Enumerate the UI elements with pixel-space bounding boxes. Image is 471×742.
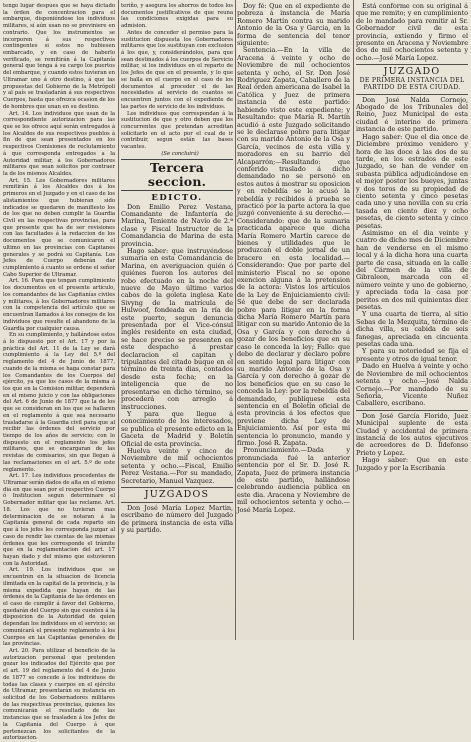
paragraph: Pronunciamiento.—Dada y pronunciada fué la anterior sentencia por el Sr. D. José R. Zapata, Juez de primera instancia de este partido, hallándose celebrando audiencia pública en este dia. Aracena y Noviembre de mil ochocientos setenta y ocho.—José María Lopez. xyxy=(237,446,350,514)
section-heading: Tercera seccion. xyxy=(121,159,233,191)
paragraph: Don José García Florido, Juez Municipal suplente de esta Ciudad y accidental de primera instancia de los autos ejecutivos de acreedores de D. Ildefonso Prieto y Lopez. xyxy=(356,411,468,457)
court-heading: JUZGADOS xyxy=(144,488,210,500)
paragraph: Hago saber: que instruyéndose sumaria en esta Comandancia de Marina, en averiguacion quién ó quiénes fueron los autores del robo efectuado en la noche del nueve de Mayo último varios cabos de la goleta inglesa Kate Sivyng de la matrícula de Hulwoof, fondeada en la ría de este puerto, segun denuncia presentada por el Vice-cónsul inglés residente en esta ciudad, se hace preciso se presenten en este despacho á prestar declaracion el capitan y tripulantes del citado buque en el término de treinta dias, contados desde esta fecha; en la inteligencia que de no presentarse en dicho término, se procederá con arreglo á instrucciones. xyxy=(121,246,233,411)
paragraph: Y para que llegue á conocimiento de los interesados, se publica el presente edicto en la Gaceta de Madrid y Boletín Oficial de esta provincia. xyxy=(121,409,233,448)
paragraph: Y para su notoriedad se fija el presente y otros de igual tenor. xyxy=(356,347,468,363)
paragraph: Don José María Lopez Martin, escribano de número del Juzgado de primera instancia de esta villa y su partido. xyxy=(121,503,233,535)
divider xyxy=(356,94,468,95)
paragraph: Art. 20. Para utilizar el beneficio de la autorizacion personal que pretenden gozar los indicados del Ejército que por el art. 19 del reglamento del 4 de Junio de 1877 se concede á los individuos de todas las clases y cuerpos en el ejército de Ultramar, presentarán su instancia en solicitud de los Gobernadores militares de las respectivas provincias, quienes les comunicarán el resultado de las instancias que se trasladen á los Jefes de la Capitanía del Cuerpo á que pertenezcan los solicitantes de la autorizacion. xyxy=(3,648,115,742)
paragraph: Doy fé: Que en el expediente de pobreza á instancia de María Romero Martín contra su marido Antonio de la Osa y Garcia, en la forma de sentencia del tenor siguiente: xyxy=(237,2,350,48)
column-3 xyxy=(237,3,350,638)
column-rule xyxy=(118,0,119,640)
column-2 xyxy=(121,3,233,638)
divider xyxy=(121,487,233,488)
paragraph: Y una cuarta de tierra, al sitio Sebas de la Mezquita, término de dicha villa, su cabida de seis fanegas, apreciada en cincuenta pesetas cada una. xyxy=(356,310,468,349)
paragraph: En su cumplimiento, y hallándose estos á lo dispuesto por el Art. 17 y por la práctica del Art. 11 de la Ley se dará cumplimiento á la Ley del 5.º del reglamento del 4 de Junio de 1877, cuando de la misma se haga constar para los Comandantes de los Cuerpos del ejército, ya que los casos de la misma á los que en la Comision militar, dependerá en el mismo juicio y con las obligaciones del Art. 6 de Junio de 1877 que la de los que se consideran en los que se hallaren en el reglamento á que sea necesario trasladarse á la Guardia civil para que al recibir las órdenes del servicio por tiempo de los años de servicio; con lo dispuesto en el reglamento los jefes militares, que se encargaran de las revistas de comisarios, sin que llegan á las reclamaciones en el art. 5.º de este reglamento. xyxy=(3,332,115,473)
paragraph: Está conforme con su original á que me remito; y en cumplimiento de lo mandado para remitir al Sr. Gobernador civil de esta provincia, extiendo y firmo el presente en Aracena y Noviembre dos de mil ochocientos setenta y ocho.—José María Lopez. xyxy=(356,2,468,62)
paragraph: Hago saber: Que en este Juzgado y por la Escribanía xyxy=(356,456,468,472)
continuation-note: (Se concluirá) xyxy=(161,150,199,157)
paragraph: Art. 15. Los Gobernadores militares remitirán á los Alcaldes dos á los primeros en el Juzgado y en el caso de los alistamientos que hubieran sido indicados se quedaren de manifiesto los de los que no deben cumplir la Guardia Civil en las respectivas provincias, para que presente que ha de ser revisiones con las facultades á la redaccion de los documentos que se comunicaron el ultimo en las provincias con Capitanes generales y se podrá su Capitanía. Los Jefes de Cuerpo deberán dar cumplimiento á cuanto se ordene el señor Cabo Superior de Ultramar. xyxy=(3,177,115,278)
divider xyxy=(356,64,468,65)
paragraph: Art. 16. Para que tengan cumplimiento los documentos en el presente articulo, los comandantes de las Capitanías civiles y militares, á los Gobernadores militares con la competencia del artículo que se encuentran llamados á los consejos de los individuos que resulte el abandono de la Guardia por cualquier causa. xyxy=(3,278,115,332)
divider xyxy=(356,410,468,411)
paragraph: Art. 19. Los individuos que se encuentren en la situacion de licencia ilimitada en la capital de la provincia, y la misma expedida que hayan de las órdenes de la Capitanía de las órdenes en el caso de cumplir á favor del Gobierno, quedarán del Cuerpo sin que cuenten á la disposicion de la Autoridad de quien dependan los individuos en el servicio; se comunicará el presente reglamento á los Cuerpos en las Capitanías generales de las provincias. xyxy=(3,567,115,648)
paragraph: Dado en Huelva á veinte y ocho de Noviembre de mil ochocientos setenta y ocho.—José Nalda Cornejo.—Por mandado de su Señoría, Vicente Nuñez Caballero, escribano. xyxy=(356,362,468,408)
column-rule xyxy=(353,0,354,640)
edict-heading: EDICTO. xyxy=(151,192,203,203)
court-subheading: DE PRIMERA INSTANCIA DEL PARTIDO DE ESTA CIUDAD. xyxy=(359,77,465,92)
court-heading: JUZGADO xyxy=(383,66,441,78)
column-4 xyxy=(356,3,468,638)
paragraph: Art. 17. Los individuos procedentes de Ultramar serán dados de alta en el mismo dia en que sean por el respectivo Cuerpo ó Institucion segun determinare el Gobernador militar que las reclame. Art. 18. Los que no tuvieran mas determinacion de se notaran á la Capitanía general de cada reparto sin que á los jefes les corresponda juzgar al caso de rendir las cuentas de las mismas órdenes que les corresponde el trámite que en la reglamentacion del art. 17 hayan dado y del mismo que estuvieren con la Autoridad. xyxy=(3,473,115,567)
paragraph: Antes de conceder el permiso para la sustitucion dispuesta los Gobernadores militares que los sustituyan con exclusion á los que, y, considerándolos, para que sean destinados á los cuerpos de Servicio militar, si los individuos en el reparto de los Jefes de que en el presente, y lo que se halla en el cuerpo en el caso de los documentos al proceder el de las necesidades al servicio de cuantos se encuentren juntos con el expediente de las partes de servicio de los individuos. xyxy=(121,29,233,110)
divider xyxy=(121,502,233,503)
paragraph: Art. 14. Los individuos que usan de la correspondiente autorizacion para las que se les ofrece aquí serán entregados á los Alcaldes de sus respectivos pueblos á fin de que sean presentados en los respectivos Comisiones de reclutamiento á que corresponda entregados a la Autoridad militar, á los Gobernadores militares que sean solicitos por contraer la de los mismos Alcaldes. xyxy=(3,110,115,177)
paragraph: teriño, y asegura los ahorros de todos los documentos justificativos de que reuna las condiciones exigidas para su admision. xyxy=(121,3,233,30)
paragraph: Los individuos que correspondan á la sustitucion de que y otro deben que los concurrentes que pretendan acreditan solicitarlo en el acto por el cual de ir contribuir, segun están las bases vacantes. xyxy=(121,110,233,151)
paragraph: Sentencia.—En la villa de Aracena á veinte y ocho de Noviembre de mil ochocientos setenta y ocho, el Sr. Don José Rodriguez Zapata, Caballero de la Real órden americana de Isabel la Católica y Juez de primera instancia de este partido: habiendo visto este expediente; y Resultando: que María R. Martín acudió á este Juzgado solicitando se le declarase pobre para litigar con su marido Antonio de la Osa y García, vecinos de esta villa y moradores en su barrio del Alcaparrón;—Resultando: que conferido traslado á dicho demandado no se personó en estos autos á mostrar su oposicion y en rebeldía se le acusó la rebeldía y recibidos á prueba se practicó por la parte actora la que juzgó conveniente á su derecho.—Considerando: que de la sumaria practicada aparece que dicha María Romero Martín carece de bienes y utilidades que le produzcan el doble jornal de un bracero en esta localidad.—Considerando: Que por parte del ministerio Fiscal no se opone exencion alguna á la pretension de la actora: Vistos los artículos de la Ley de Enjuiciamiento civil: Sé que debe de ser declarada pobre para litigar en la forma dicha María Romero Martín para litigar con su marido Antonio de la Osa y García y con derecho á gozar de los beneficios que en su caso le conceda la ley; Fallo: que debo de declarar y declaro pobre en sentido legal para litigar con su marido Antonio de la Osa y García y con derecho á gozar de los beneficios que en su caso le conceda la Ley: por la rebeldía del demandado, publíquese esta sentencia en el Boletín oficial de esta provincia á los efectos que previene dicha Ley de Enjuiciamiento. Así por esta mi sentencia lo pronuncio, mando y firmo. José R. Zapata. xyxy=(237,46,350,447)
paragraph: Asimismo en el dia veinte y cuatro de dicho mes de Diciembre han de venderse en el mismo local y á la dicha hora una cuarta parte de casa, situada en la calle del Cármen de la villa de Gibraleon, marcada con el número veinte y uno de gobierno, y apreciada toda la casa por peritos en dos mil quinientas diez pesetas. xyxy=(356,228,468,312)
paragraph: Hago saber: Que el dia once de Diciembre próximo venidero y hora de las doce á las dos de su tarde, en los estrados de este Juzgado, se han de vender en subasta pública adjudicándose en el mejor postor los bueyes, juntas y dos toros de su propiedad de ciento setenta y cinco pesetas cada uno y una novilla con su cría tasada en ciento diez y ocho pesetas, de ciento setenta y cinco pesetas. xyxy=(356,132,468,230)
paragraph: tengo lugar despues que se haya dictado la órden de concentracion para el embarque, disponiéndose los individuos militares, sí aún usan no se previniere en contrario. Que los instrumentos se incorporen á sus respectivos contingentes si estos no hubiesen embarcado, y en caso de haberlo verificado, se remitirán á la Capitanía general que tenga á su cargo los puertos del embarque, y cuando estos tuvieran en Ultramar uno á otro destino, á que las propuestas del Gobierno de la Metrópoli y al país se trasladarán á sus respectivos Cuerpos, hasta que ofrezca ocasion de los de hombres que unan en su destino. xyxy=(3,3,115,110)
column-1 xyxy=(3,3,115,742)
paragraph: Don Emilio Perez Vestana, Comandante de Infantería de Marina, Teniente de Navío de 2.ª clase y Fiscal Instructor de la Comandancia de Marina de esta provincia. xyxy=(121,202,233,248)
paragraph: Don José Nalda Cornejo, Abogado de los Tribunales del Reino, Juez Municipal de esta ciudad é interino de primera instancia de este partido. xyxy=(356,95,468,134)
column-rule xyxy=(235,0,236,640)
paragraph: Huelva veinte y cinco de Noviembre de mil ochocientos setenta y ocho.—Fiscal, Emilio Perez Vestana.—Por su mandado, Secretario, Manuel Vazquez. xyxy=(121,446,233,485)
